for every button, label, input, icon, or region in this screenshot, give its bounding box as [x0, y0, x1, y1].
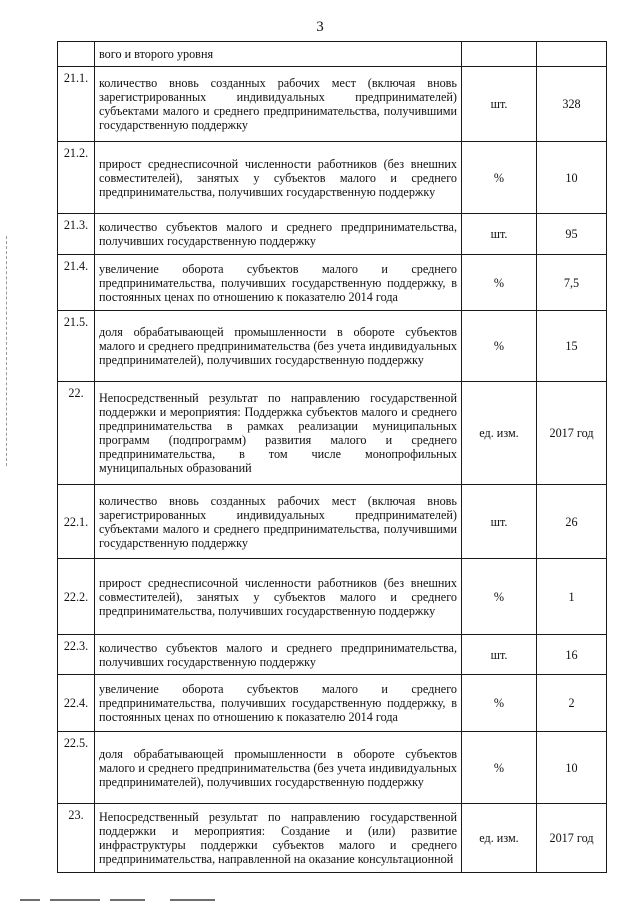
table-row — [58, 485, 607, 559]
row-unit: % — [462, 255, 537, 311]
row-text: Непосредственный результат по направлению государственной поддержки и мероприятия: Создание и (или) развитие инфраструктуры поддержки субъектов малого и среднего предпринимательства, направленной на оказание консультационной — [95, 804, 462, 873]
table-row — [58, 67, 607, 142]
page-number: 3 — [316, 19, 324, 35]
row-number: 21.1. — [58, 67, 95, 142]
row-unit: % — [462, 142, 537, 214]
row-value: 1 — [537, 559, 607, 635]
table-row — [58, 635, 607, 675]
row-number: 21.3. — [58, 214, 95, 255]
table-row — [58, 732, 607, 804]
table-row — [58, 675, 607, 732]
row-unit: шт. — [462, 485, 537, 559]
table-row — [58, 804, 607, 873]
row-number: 21.4. — [58, 255, 95, 311]
table-row — [58, 214, 607, 255]
row-number — [58, 42, 95, 67]
row-text: количество субъектов малого и среднего предпринимательства, получивших государственную поддержку — [95, 214, 462, 255]
row-value: 7,5 — [537, 255, 607, 311]
row-unit: шт. — [462, 67, 537, 142]
row-number: 21.5. — [58, 311, 95, 382]
row-number: 22.4. — [58, 675, 95, 732]
row-unit: ед. изм. — [462, 382, 537, 485]
row-value: 10 — [537, 732, 607, 804]
row-text: количество субъектов малого и среднего предпринимательства, получивших государственную поддержку — [95, 635, 462, 675]
row-value: 328 — [537, 67, 607, 142]
row-number: 22.3. — [58, 635, 95, 675]
row-unit — [462, 42, 537, 67]
row-unit: % — [462, 311, 537, 382]
indicators-table — [57, 41, 607, 873]
table-row — [58, 142, 607, 214]
row-text: количество вновь созданных рабочих мест (включая вновь зарегистрированных индивидуальных предпринимателей) субъектами малого и среднего предпринимательства, получившими государственную поддержку — [95, 67, 462, 142]
row-unit: % — [462, 675, 537, 732]
scan-edge-marks — [0, 893, 640, 905]
row-number: 23. — [58, 804, 95, 873]
row-value: 2017 год — [537, 804, 607, 873]
row-number: 22.1. — [58, 485, 95, 559]
table-row — [58, 382, 607, 485]
row-text: прирост среднесписочной численности работников (без внешних совместителей), занятых у субъектов малого и среднего предпринимательства, получивших государственную поддержку — [95, 142, 462, 214]
row-number: 21.2. — [58, 142, 95, 214]
row-unit: ед. изм. — [462, 804, 537, 873]
row-text: увеличение оборота субъектов малого и среднего предпринимательства, получивших государственную поддержку, в постоянных ценах по отношению к показателю 2014 года — [95, 255, 462, 311]
row-text: количество вновь созданных рабочих мест (включая вновь зарегистрированных индивидуальных предпринимателей) субъектами малого и среднего предпринимательства, получившими государственную поддержку — [95, 485, 462, 559]
row-text: доля обрабатывающей промышленности в обороте субъектов малого и среднего предпринимательства (без учета индивидуальных предпринимателей), получивших государственную поддержку — [95, 311, 462, 382]
row-value: 16 — [537, 635, 607, 675]
row-number: 22. — [58, 382, 95, 485]
row-number: 22.2. — [58, 559, 95, 635]
row-unit: шт. — [462, 214, 537, 255]
row-value — [537, 42, 607, 67]
row-value: 2017 год — [537, 382, 607, 485]
row-unit: % — [462, 559, 537, 635]
row-text: Непосредственный результат по направлению государственной поддержки и мероприятия: Поддержка субъектов малого и среднего предпринимательства в рамках реализации муниципальных программ (подпрограмм) развития малого и среднего предпринимательства, в том числе монопрофильных муниципальных образований — [95, 382, 462, 485]
row-text: прирост среднесписочной численности работников (без внешних совместителей), занятых у субъектов малого и среднего предпринимательства, получивших государственную поддержку — [95, 559, 462, 635]
table-row — [58, 559, 607, 635]
row-value: 26 — [537, 485, 607, 559]
table-row — [58, 42, 607, 67]
row-value: 2 — [537, 675, 607, 732]
row-text: доля обрабатывающей промышленности в обороте субъектов малого и среднего предпринимательства (без учета индивидуальных предпринимателей), получивших государственную поддержку — [95, 732, 462, 804]
row-value: 95 — [537, 214, 607, 255]
row-text: вого и второго уровня — [95, 42, 462, 67]
row-text: увеличение оборота субъектов малого и среднего предпринимательства, получивших государственную поддержку, в постоянных ценах по отношению к показателю 2014 года — [95, 675, 462, 732]
row-unit: % — [462, 732, 537, 804]
row-unit: шт. — [462, 635, 537, 675]
margin-marks — [6, 236, 9, 466]
table-row — [58, 255, 607, 311]
row-value: 10 — [537, 142, 607, 214]
row-number: 22.5. — [58, 732, 95, 804]
table-row — [58, 311, 607, 382]
row-value: 15 — [537, 311, 607, 382]
